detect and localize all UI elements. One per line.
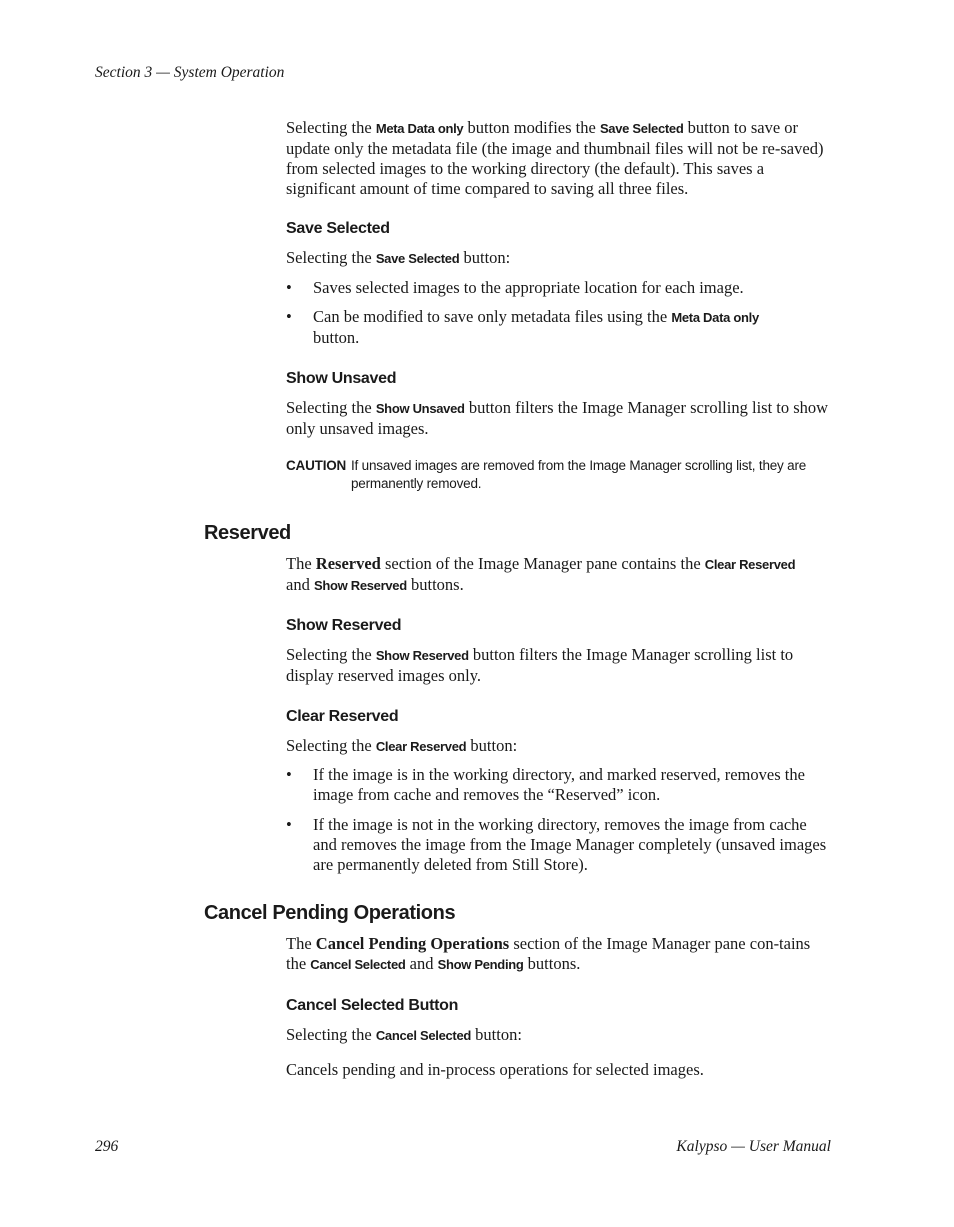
show-reserved-paragraph: Selecting the Show Reserved button filters the Image Manager scrolling list to display reserved images only. (286, 645, 794, 685)
bullet-icon: • (286, 307, 292, 326)
heading-reserved: Reserved (204, 522, 291, 544)
page-number: 296 (95, 1138, 119, 1155)
heading-cancel-selected-button: Cancel Selected Button (286, 997, 459, 1014)
caution-label: CAUTION (286, 458, 347, 473)
cancel-selected-paragraph: Selecting the Cancel Selected button: (286, 1025, 522, 1044)
cancel-selected-button-ref: Cancel Selected (310, 957, 406, 972)
show-pending-button-ref: Show Pending (437, 957, 524, 972)
show-unsaved-paragraph: Selecting the Show Unsaved button filters the Image Manager scrolling list to show only unsaved images. (286, 398, 829, 438)
clear-reserved-paragraph: Selecting the Clear Reserved button: (286, 736, 518, 755)
running-header: Section 3 — System Operation (95, 64, 285, 81)
bullet-icon: • (286, 765, 292, 784)
bullet-icon: • (286, 278, 292, 297)
reserved-paragraph: The Reserved section of the Image Manager pane contains the Clear Reserved and Show Reserved buttons. (286, 554, 796, 594)
running-footer-title: Kalypso — User Manual (676, 1138, 831, 1155)
heading-clear-reserved: Clear Reserved (286, 708, 399, 725)
heading-save-selected: Save Selected (286, 220, 390, 237)
bullet-icon: • (286, 815, 292, 834)
cancel-pending-paragraph: The Cancel Pending Operations section of the Image Manager pane con-tains the Cancel Selected and Show Pending buttons. (286, 934, 811, 973)
save-selected-button-ref: Save Selected (599, 121, 684, 136)
save-selected-button-ref: Save Selected (375, 251, 460, 266)
meta-data-only-button-ref: Meta Data only (375, 121, 464, 136)
meta-data-only-button-ref: Meta Data only (671, 310, 759, 325)
show-unsaved-button-ref: Show Unsaved (375, 401, 465, 416)
cancel-selected-description: Cancels pending and in-process operations for selected images. (286, 1060, 704, 1079)
show-reserved-button-ref: Show Reserved (313, 578, 407, 593)
heading-show-unsaved: Show Unsaved (286, 370, 397, 387)
cancel-selected-button-ref: Cancel Selected (375, 1028, 472, 1043)
save-selected-paragraph: Selecting the Save Selected button: (286, 248, 511, 267)
caution-text: If unsaved images are removed from the Image Manager scrolling list, they are permanently removed. (351, 458, 807, 491)
heading-show-reserved: Show Reserved (286, 617, 402, 634)
heading-cancel-pending-operations: Cancel Pending Operations (204, 902, 456, 924)
clear-reserved-button-ref: Clear Reserved (704, 557, 796, 572)
intro-paragraph: Selecting the Meta Data only button modifies the Save Selected button to save or update only the metadata file (the image and thumbnail files will not be re-saved) from selected images to the working directory (the default). This saves a significant amount of time compared to saving all three files. (286, 118, 824, 198)
show-reserved-button-ref: Show Reserved (375, 648, 469, 663)
clear-reserved-button-ref: Clear Reserved (375, 739, 467, 754)
